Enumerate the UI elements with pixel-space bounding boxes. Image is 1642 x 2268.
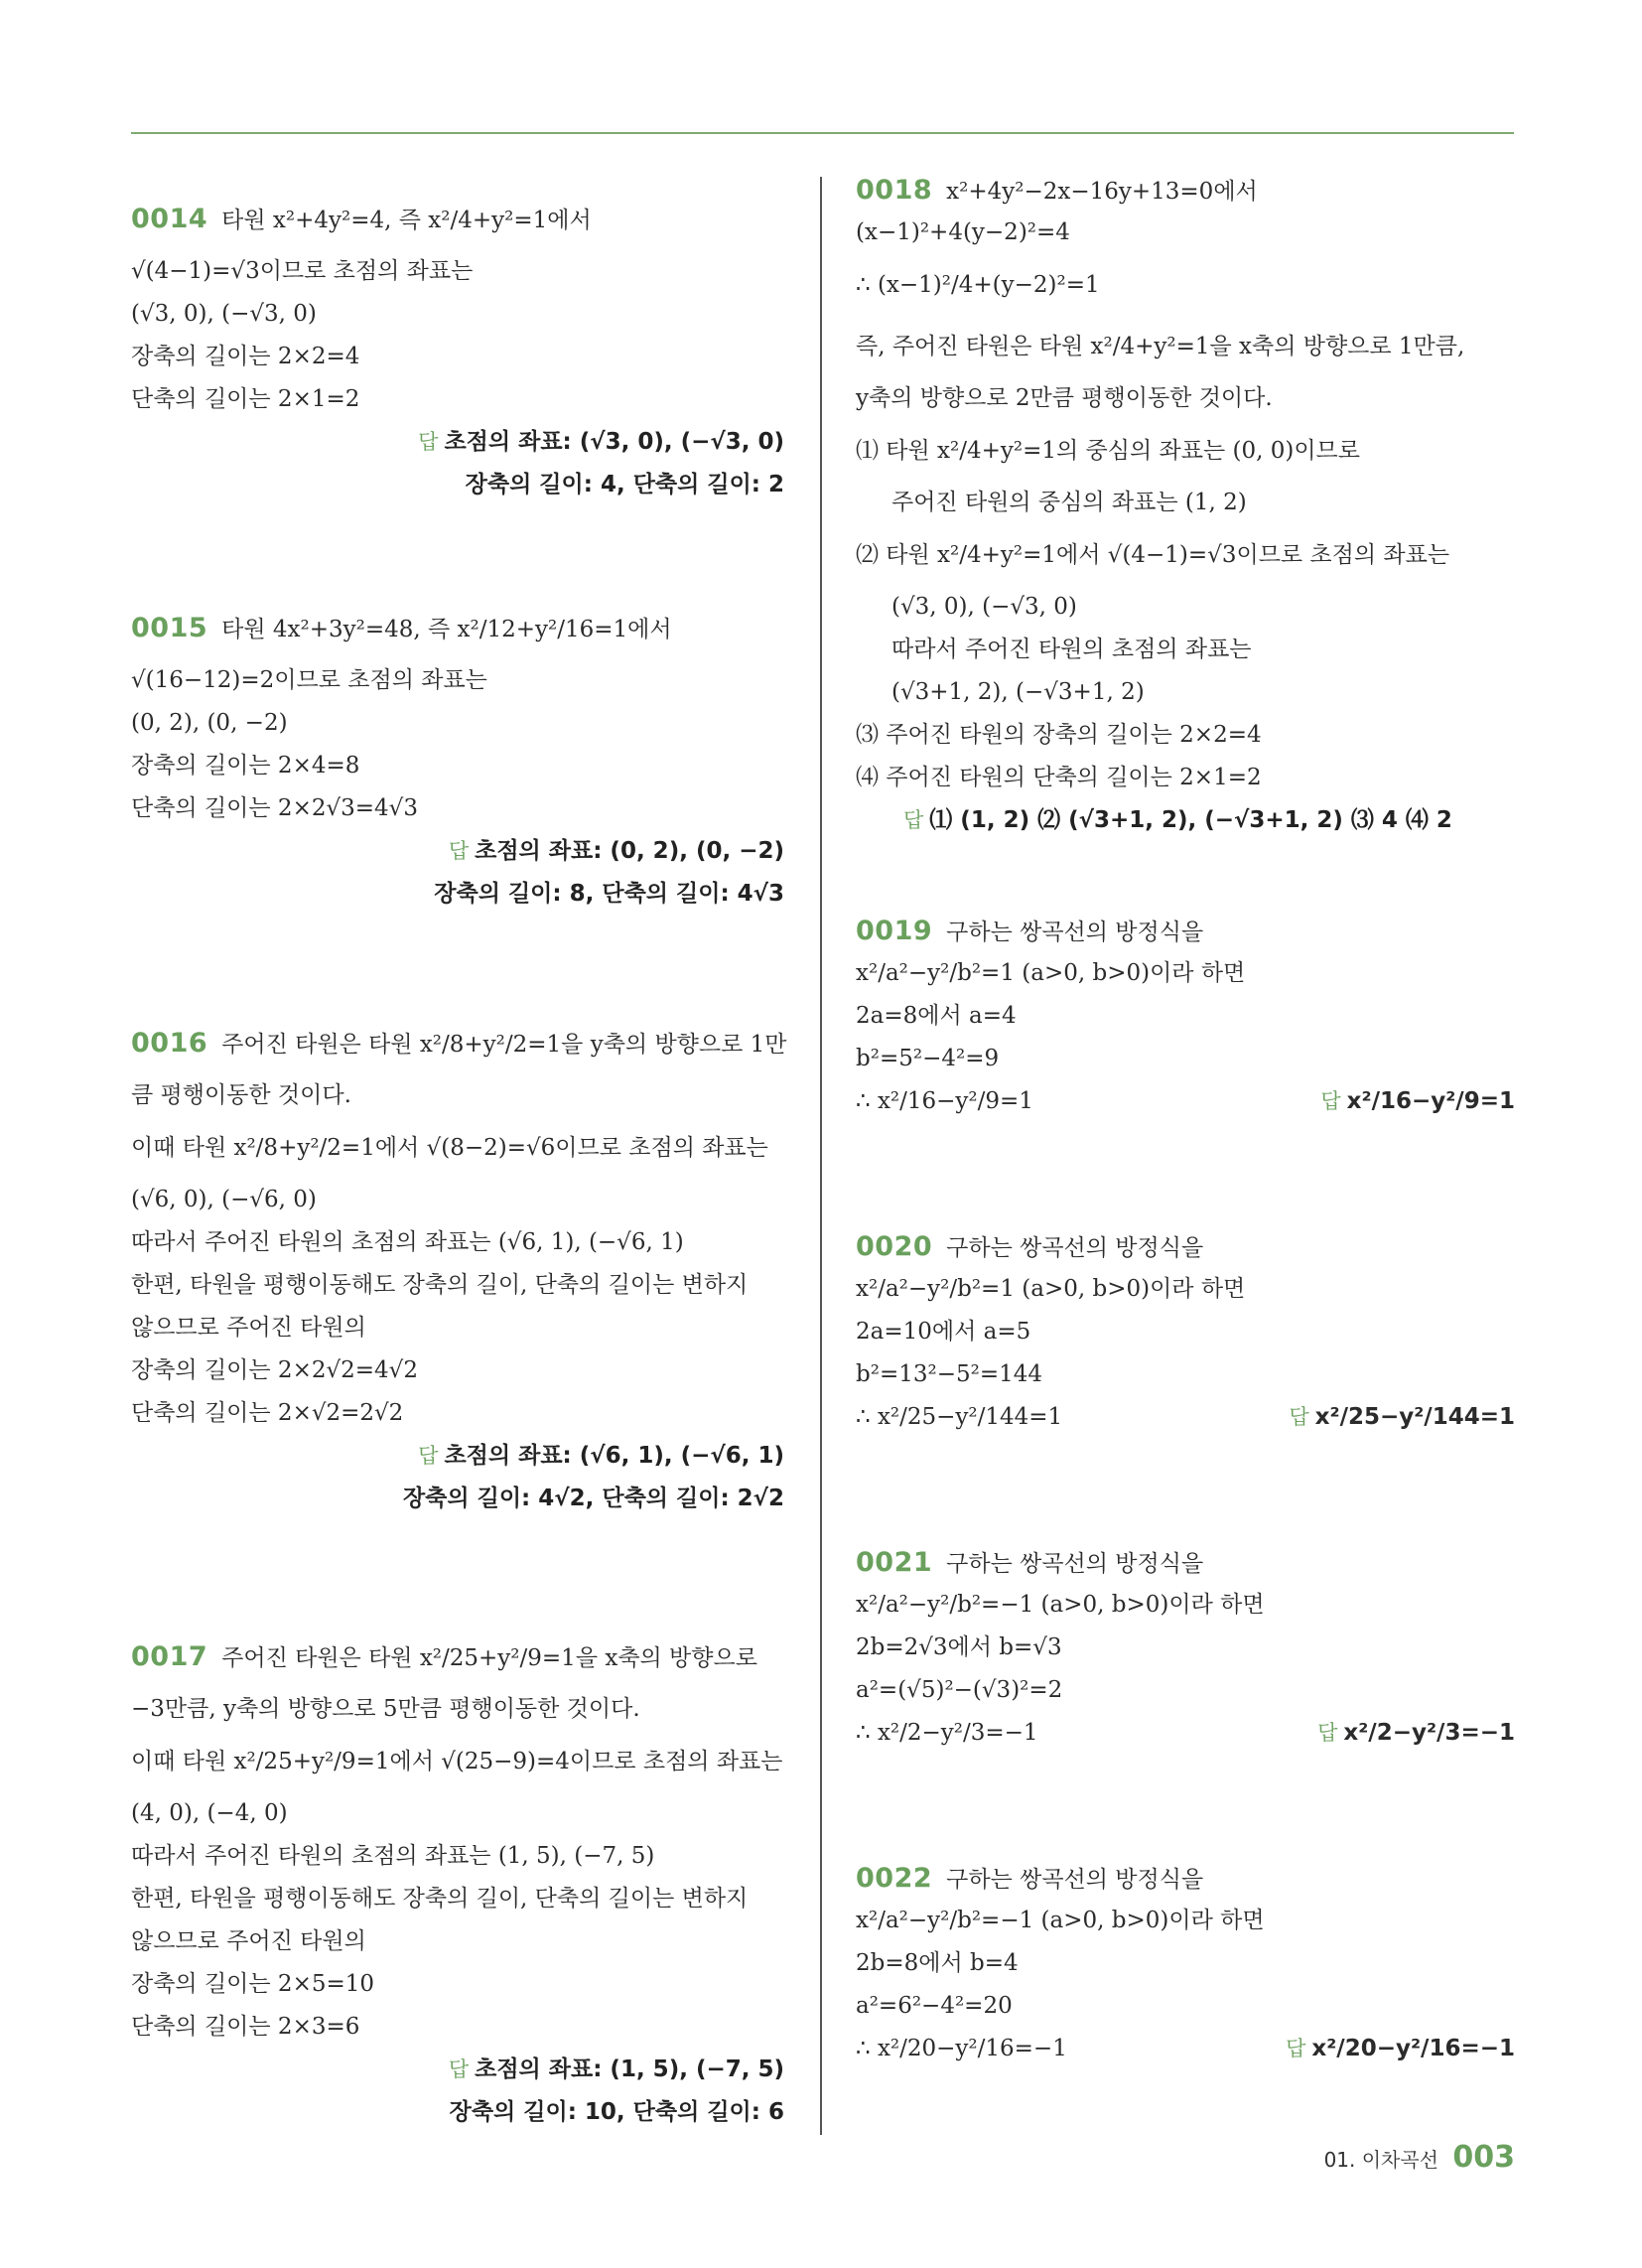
solution-line: ⑵ 타원 x²/4+y²=1에서 √(4−1)=√3이므로 초점의 좌표는 [856,542,1450,568]
answer-text: 초점의 좌표: (√6, 1), (−√6, 1) [444,1443,784,1469]
answer-tag: 답 [448,839,470,863]
solution-line: 이때 타원 x²/8+y²/2=1에서 √(8−2)=√6이므로 초점의 좌표는 [131,1135,768,1161]
answer-text: ⑴ (1, 2) ⑵ (√3+1, 2), (−√3+1, 2) ⑶ 4 ⑷ 2 [929,807,1452,833]
header-rule [131,132,1514,134]
solution-line: ⑶ 주어진 타원의 장축의 길이는 2×2=4 [856,722,1262,748]
problem-0014 [131,189,784,506]
answer-text: 장축의 길이: 4√2, 단축의 길이: 2√2 [402,1486,784,1511]
solution-line: b²=5²−4²=9 [856,1046,1000,1071]
answer-tag: 답 [1317,1721,1338,1745]
solution-line: ∴ x²/20−y²/16=−1 [856,2036,1067,2061]
solution-line: 2b=8에서 b=4 [856,1950,1019,1976]
solution-line: 2a=8에서 a=4 [856,1003,1017,1029]
answer-text: 초점의 좌표: (1, 5), (−7, 5) [475,2056,784,2082]
answer [131,421,784,464]
answer-tag: 답 [418,1444,439,1468]
problem-0019 [856,910,1515,1123]
solution-line: 타원 4x²+3y²=48, 즉 x²/12+y²/16=1에서 [221,617,672,642]
problem-0018 [856,169,1515,842]
problem-0015 [131,598,784,916]
answer [856,799,1515,842]
problem-number: 0021 [856,1547,933,1578]
answer-line-2 [131,464,784,506]
solution-line: ∴ x²/16−y²/9=1 [856,1088,1033,1114]
problem-number: 0015 [131,613,208,643]
solution-line: 주어진 타원의 중심의 좌표는 (1, 2) [891,490,1247,515]
answer-line-2 [131,1478,784,1520]
solution-line: 구하는 쌍곡선의 방정식을 [946,1551,1204,1577]
answer [1317,1712,1515,1755]
solution-line: 큼 평행이동한 것이다. [131,1082,351,1108]
problem-number: 0014 [131,204,208,234]
problem-0017 [131,1627,784,2134]
problem-0020 [856,1225,1515,1439]
problem-number: 0019 [856,916,933,946]
solution-line: x²/a²−y²/b²=1 (a>0, b>0)이라 하면 [856,1276,1246,1302]
answer-text: 장축의 길이: 4, 단축의 길이: 2 [465,472,784,497]
answer-text: 장축의 길이: 8, 단축의 길이: 4√3 [434,881,784,907]
solution-line: 구하는 쌍곡선의 방정식을 [946,1235,1204,1261]
solution-line: (4, 0), (−4, 0) [131,1800,288,1826]
answer-text: 초점의 좌표: (√3, 0), (−√3, 0) [444,429,784,455]
answer [131,830,784,873]
solution-line: a²=(√5)²−(√3)²=2 [856,1677,1063,1703]
solution-line: 주어진 타원은 타원 x²/8+y²/2=1을 y축의 방향으로 1만 [221,1032,787,1058]
solution-line: 단축의 길이는 2×3=6 [131,2014,360,2040]
column-divider [820,177,822,2135]
chapter-label: 01. 이차곡선 [1323,2148,1439,2172]
page-footer [1324,2140,1515,2175]
solution-line: x²+4y²−2x−16y+13=0에서 [946,179,1258,205]
solution-line: 따라서 주어진 타원의 초점의 좌표는 (1, 5), (−7, 5) [131,1843,655,1869]
solution-line: 않으므로 주어진 타원의 [131,1928,366,1954]
answer-text: 초점의 좌표: (0, 2), (0, −2) [475,838,784,864]
solution-line: 단축의 길이는 2×1=2 [131,386,360,412]
solution-line: 단축의 길이는 2×√2=2√2 [131,1400,404,1426]
answer [1289,1396,1515,1439]
answer-text: x²/2−y²/3=−1 [1343,1720,1515,1746]
page-number: 003 [1452,2140,1515,2175]
solution-line: −3만큼, y축의 방향으로 5만큼 평행이동한 것이다. [131,1696,640,1722]
solution-line: 따라서 주어진 타원의 초점의 좌표는 (√6, 1), (−√6, 1) [131,1229,684,1255]
solution-line: 2a=10에서 a=5 [856,1319,1031,1345]
solution-line: a²=6²−4²=20 [856,1993,1013,2019]
solution-line: y축의 방향으로 2만큼 평행이동한 것이다. [856,385,1273,411]
solution-line: 타원 x²+4y²=4, 즉 x²/4+y²=1에서 [221,208,592,233]
answer-tag: 답 [418,430,439,454]
solution-line: 장축의 길이는 2×5=10 [131,1971,375,1997]
solution-line: b²=13²−5²=144 [856,1361,1042,1387]
solution-line: ⑴ 타원 x²/4+y²=1의 중심의 좌표는 (0, 0)이므로 [856,438,1360,464]
solution-line: 장축의 길이는 2×2=4 [131,344,360,369]
solution-line: 한편, 타원을 평행이동해도 장축의 길이, 단축의 길이는 변하지 [131,1272,749,1298]
answer-text: x²/25−y²/144=1 [1314,1404,1515,1430]
answer [131,1435,784,1478]
answer-text: x²/16−y²/9=1 [1346,1088,1515,1114]
solution-line: (√3, 0), (−√3, 0) [131,301,317,327]
solution-line: 이때 타원 x²/25+y²/9=1에서 √(25−9)=4이므로 초점의 좌표는 [131,1749,783,1774]
problem-number: 0022 [856,1863,933,1894]
answer [1286,2028,1515,2070]
solution-line: x²/a²−y²/b²=1 (a>0, b>0)이라 하면 [856,960,1246,986]
solution-line: (√6, 0), (−√6, 0) [131,1187,317,1212]
solution-line: ∴ (x−1)²/4+(y−2)²=1 [856,272,1100,298]
answer-tag: 답 [1289,1405,1309,1429]
problem-0016 [131,1013,787,1520]
solution-line: x²/a²−y²/b²=−1 (a>0, b>0)이라 하면 [856,1908,1265,1933]
problem-0022 [856,1857,1515,2070]
solution-line: (√3+1, 2), (−√3+1, 2) [891,679,1145,705]
answer-text: x²/20−y²/16=−1 [1311,2036,1515,2061]
solution-line: 않으므로 주어진 타원의 [131,1315,366,1341]
solution-line: (0, 2), (0, −2) [131,710,288,736]
problem-number: 0016 [131,1028,208,1059]
problem-number: 0017 [131,1641,208,1672]
answer-text: 장축의 길이: 10, 단축의 길이: 6 [449,2099,784,2125]
solution-line: 주어진 타원은 타원 x²/25+y²/9=1을 x축의 방향으로 [221,1645,757,1671]
solution-line: 2b=2√3에서 b=√3 [856,1634,1062,1660]
solution-line: (x−1)²+4(y−2)²=4 [856,219,1070,245]
answer-tag: 답 [903,808,924,832]
problem-0021 [856,1541,1515,1755]
solution-line: 장축의 길이는 2×2√2=4√2 [131,1357,418,1383]
problem-number: 0018 [856,175,933,206]
answer-line-2 [131,2091,784,2134]
solution-line: 단축의 길이는 2×2√3=4√3 [131,795,418,821]
problem-number: 0020 [856,1231,933,1262]
solution-line: ∴ x²/25−y²/144=1 [856,1404,1063,1430]
solution-line: 장축의 길이는 2×4=8 [131,753,360,779]
solution-line: ∴ x²/2−y²/3=−1 [856,1720,1038,1746]
solution-line: 한편, 타원을 평행이동해도 장축의 길이, 단축의 길이는 변하지 [131,1886,749,1912]
answer-tag: 답 [1320,1089,1341,1113]
solution-line: 따라서 주어진 타원의 초점의 좌표는 [891,637,1252,662]
answer-tag: 답 [1286,2037,1306,2060]
solution-line: 구하는 쌍곡선의 방정식을 [946,1867,1204,1893]
solution-line: (√3, 0), (−√3, 0) [891,594,1077,620]
solution-line: x²/a²−y²/b²=−1 (a>0, b>0)이라 하면 [856,1592,1265,1618]
solution-line: 구하는 쌍곡선의 방정식을 [946,920,1204,945]
answer-line-2 [131,873,784,916]
answer-tag: 답 [448,2057,470,2081]
answer [131,2049,784,2091]
solution-line: 즉, 주어진 타원은 타원 x²/4+y²=1을 x축의 방향으로 1만큼, [856,334,1465,359]
solution-line: √(16−12)=2이므로 초점의 좌표는 [131,667,487,693]
solution-line: ⑷ 주어진 타원의 단축의 길이는 2×1=2 [856,765,1262,790]
solution-line: √(4−1)=√3이므로 초점의 좌표는 [131,258,474,284]
answer [1320,1080,1515,1123]
